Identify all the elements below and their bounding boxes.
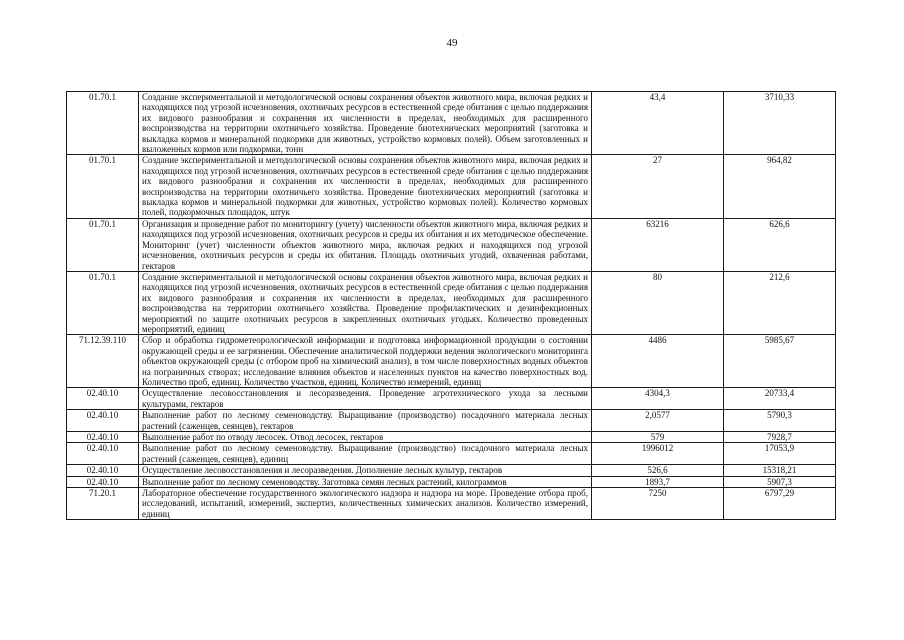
row-code: 01.70.1 bbox=[67, 271, 139, 334]
row-code: 02.40.10 bbox=[67, 443, 139, 465]
row-description: Выполнение работ по отводу лесосек. Отвод лесосек, гектаров bbox=[139, 432, 592, 443]
row-cost: 5985,67 bbox=[724, 335, 836, 388]
row-code: 71.20.1 bbox=[67, 488, 139, 520]
row-description: Осуществление лесовосстановления и лесоразведения. Дополнение лесных культур, гектаров bbox=[139, 465, 592, 476]
table-row bbox=[67, 488, 836, 520]
row-quantity: 7250 bbox=[592, 488, 724, 520]
row-code: 02.40.10 bbox=[67, 476, 139, 487]
row-code: 02.40.10 bbox=[67, 432, 139, 443]
page-number: 49 bbox=[446, 37, 458, 49]
row-code: 01.70.1 bbox=[67, 92, 139, 155]
row-code: 02.40.10 bbox=[67, 388, 139, 410]
row-description: Выполнение работ по лесному семеноводству. Заготовка семян лесных растений, килограммов bbox=[139, 476, 592, 487]
row-description: Организация и проведение работ по мониторингу (учету) численности объектов животного мира, включая редких и находящихся под угрозой исчезновения, охотничьих ресурсов и среды их обитания и их методическое обеспечение. Мониторинг (учет) численности объектов животного мира, включая редких и находящихся под угрозой исчезновения, охотничьих ресурсов и среды их обитания. Площадь охотничьих угодий, охваченная работами, гектаров bbox=[139, 218, 592, 271]
row-quantity: 27 bbox=[592, 155, 724, 218]
row-quantity: 4486 bbox=[592, 335, 724, 388]
row-cost: 212,6 bbox=[724, 271, 836, 334]
row-code: 01.70.1 bbox=[67, 218, 139, 271]
row-quantity: 80 bbox=[592, 271, 724, 334]
row-cost: 15318,21 bbox=[724, 465, 836, 476]
row-description: Лабораторное обеспечение государственного экологического надзора и надзора на море. Проведение отбора проб, исследований, испытаний, измерений, экспертиз, количественных химических анализов. Количество измерений, единиц bbox=[139, 488, 592, 520]
table-row bbox=[67, 410, 836, 432]
row-quantity: 1893,7 bbox=[592, 476, 724, 487]
row-description: Создание экспериментальной и методологической основы сохранения объектов животного мира, включая редких и находящихся под угрозой исчезновения, охотничьих ресурсов в естественной среде обитания с целью поддержания их видового разнообразия и сохранения их численности в пределах, необходимых для расширенного воспроизводства на территории охотничьего хозяйства. Проведение биотехнических мероприятий (заготовка и выкладка кормов и минеральной подкормки для животных, устройство кормовых полей). Количество кормовых полей, подкормочных площадок, штук bbox=[139, 155, 592, 218]
table-row bbox=[67, 388, 836, 410]
row-code: 71.12.39.110 bbox=[67, 335, 139, 388]
row-cost: 17053,9 bbox=[724, 443, 836, 465]
row-code: 01.70.1 bbox=[67, 155, 139, 218]
row-quantity: 63216 bbox=[592, 218, 724, 271]
row-description: Осуществление лесовосстановления и лесоразведения. Проведение агротехнического ухода за лесными культурами, гектаров bbox=[139, 388, 592, 410]
row-code: 02.40.10 bbox=[67, 410, 139, 432]
row-cost: 5790,3 bbox=[724, 410, 836, 432]
row-quantity: 1996012 bbox=[592, 443, 724, 465]
row-cost: 20733,4 bbox=[724, 388, 836, 410]
table-row bbox=[67, 465, 836, 476]
row-quantity: 4304,3 bbox=[592, 388, 724, 410]
table-row bbox=[67, 218, 836, 271]
table-row bbox=[67, 443, 836, 465]
row-description: Сбор и обработка гидрометеорологической информации и подготовка информационной продукции о состоянии окружающей среды и ее загрязнении. Обеспечение аналитической поддержки ведения экологического мониторинга объектов окружающей среды (с отбором проб на химический анализ), в том числе поверхностных водных объектов на пограничных створах; исследование влияния объектов и населенных пунктов на качество поверхностных вод. Количество проб, единиц. Количество участков, единиц. Количество измерений, единиц bbox=[139, 335, 592, 388]
row-code: 02.40.10 bbox=[67, 465, 139, 476]
table-row bbox=[67, 432, 836, 443]
table-row bbox=[67, 335, 836, 388]
row-description: Выполнение работ по лесному семеноводству. Выращивание (производство) посадочного материала лесных растений (саженцев, сеянцев), гектаров bbox=[139, 410, 592, 432]
row-cost: 7928,7 bbox=[724, 432, 836, 443]
row-quantity: 579 bbox=[592, 432, 724, 443]
row-description: Выполнение работ по лесному семеноводству. Выращивание (производство) посадочного материала лесных растений (саженцев, сеянцев), единиц bbox=[139, 443, 592, 465]
table-row bbox=[67, 92, 836, 155]
table-row bbox=[67, 271, 836, 334]
row-quantity: 526,6 bbox=[592, 465, 724, 476]
row-quantity: 43,4 bbox=[592, 92, 724, 155]
row-cost: 5907,3 bbox=[724, 476, 836, 487]
row-description: Создание экспериментальной и методологической основы сохранения объектов животного мира, включая редких и находящихся под угрозой исчезновения, охотничьих ресурсов в естественной среде обитания с целью поддержания их видового разнообразия и сохранения их численности в пределах, необходимых для расширенного воспроизводства на территории охотничьего хозяйства. Проведение профилактических и дезинфекционных мероприятий по защите охотничьих ресурсов в закрепленных охотничьих угодьях. Количество проведенных мероприятий, единиц bbox=[139, 271, 592, 334]
row-description: Создание экспериментальной и методологической основы сохранения объектов животного мира, включая редких и находящихся под угрозой исчезновения, охотничьих ресурсов в естественной среде обитания с целью поддержания их видового разнообразия и сохранения их численности в пределах, необходимых для расширенного воспроизводства на территории охотничьего хозяйства. Проведение биотехнических мероприятий (заготовка и выкладка кормов и минеральной подкормки для животных, устройство кормовых полей). Объем заготовленных и выложенных кормов или подкормки, тонн bbox=[139, 92, 592, 155]
row-cost: 964,82 bbox=[724, 155, 836, 218]
row-cost: 626,6 bbox=[724, 218, 836, 271]
table-row bbox=[67, 476, 836, 487]
row-cost: 3710,33 bbox=[724, 92, 836, 155]
row-cost: 6797,29 bbox=[724, 488, 836, 520]
services-table bbox=[66, 91, 836, 520]
table-row bbox=[67, 155, 836, 218]
row-quantity: 2,0577 bbox=[592, 410, 724, 432]
